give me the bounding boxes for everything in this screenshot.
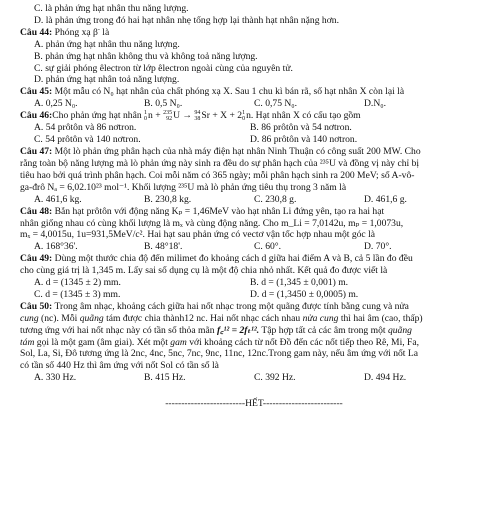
isotope-neutron [242, 110, 245, 122]
term-quang: quãng [79, 312, 104, 324]
option-b: B. d = (1,345 ± 0,001) m. [250, 277, 349, 289]
option-a: A. 54 prôtôn và 86 nơtron. [34, 122, 137, 134]
options-row [20, 277, 480, 289]
atomic-number: 0 [242, 116, 246, 123]
question-text-line: nhân giống nhau có cùng khối lượng là mₓ và cùng động năng. Cho m_Li = 7,0142u, mₚ = 1,0073u, [20, 217, 404, 229]
option-b: B. 48°18'. [144, 241, 183, 253]
option-c: C. là phản ứng hạt nhân thu năng lượng. [34, 3, 189, 14]
option-d: D. là phản ứng trong đó hai hạt nhân nhẹ tổng hợp lại thành hạt nhân nặng hơn. [34, 14, 339, 26]
option-c: C. 392 Hz. [254, 372, 296, 384]
option-d: D. 86 prôtôn và 140 nơtron. [250, 134, 358, 146]
option-c: C. 230,8 g. [254, 193, 297, 205]
term-cung: cung [20, 312, 39, 324]
option-b: B. 0,5 N₀. [144, 98, 183, 110]
question-text: Dùng một thước chia độ đến milimet đo khoảng cách d giữa hai điểm A và B, cả 5 lần đo đều [52, 253, 413, 265]
option-d: D. phản ứng hạt nhân toả năng lượng. [34, 74, 180, 86]
option-c: C. sự giải phóng êlectron từ lớp êlectron ngoài cùng của nguyên tử. [34, 62, 293, 74]
question-text-line: ga-đrô Nₐ = 6,02.10²³ mol⁻¹. Khối lượng ²³⁵U mà lò phản ứng tiêu thụ trong 3 năm là [20, 181, 347, 193]
question-47 [20, 146, 480, 158]
options-row [20, 372, 480, 384]
question-text: Bắn hạt prôtôn với động năng Kₚ = 1,46MeV vào hạt nhân Li đứng yên, tạo ra hai hạt [52, 205, 385, 217]
options-row [20, 134, 480, 146]
text-part: gọi là một gam (âm giai). Xét một [34, 336, 171, 348]
question-label: Câu 44: [20, 26, 53, 38]
question-text-line [20, 325, 480, 337]
mass-number: 1 [144, 110, 148, 117]
option-a: A. d = (1345 ± 2) mm. [34, 277, 121, 289]
reaction-part: n. Hạt nhân X có cấu tạo gồm [246, 110, 361, 122]
option-c: C. 54 prôtôn và 140 nơtron. [34, 134, 141, 146]
atomic-number: 38 [194, 116, 201, 123]
text-part: (nc). Mỗi [38, 312, 80, 324]
question-text-line: tiêu hao bởi quá trình phân hạch. Coi mỗi năm có 365 ngày; mỗi phân hạch sinh ra 200 MeV; số A-vô- [20, 169, 415, 181]
frequency-equation: f꜀¹² = 2fₜ¹². [216, 324, 260, 336]
options-row [20, 194, 480, 206]
term-nua-cung: nửa cung [302, 312, 339, 324]
option-c: C. d = (1345 ± 3) mm. [34, 288, 121, 300]
term-quang: quãng [387, 324, 412, 336]
term-tam: tám [20, 336, 35, 348]
question-text: Một lò phản ứng phân hạch của nhà máy điện hạt nhân Ninh Thuận có công suất 200 MW. Cho [52, 146, 421, 158]
option-a: A. 461,6 kg. [34, 193, 82, 205]
question-text-line: rằng toàn bộ năng lượng mà lò phản ứng này sinh ra đều do sự phân hạch của ²³⁵U và đồng vị này chỉ bị [20, 157, 420, 169]
question-label: Câu 47: [20, 146, 53, 158]
question-text-line [20, 313, 480, 325]
beta-sign: - [97, 26, 100, 33]
option-d: D. d = (1,3450 ± 0,0005) m. [250, 288, 359, 300]
options-row [20, 241, 480, 253]
term-gam: gam [170, 336, 187, 348]
option-a: A. 0,25 N₀. [34, 98, 78, 110]
question-49 [20, 253, 480, 265]
option-d: D.N₀. [364, 98, 386, 110]
option-c: C. 60°. [254, 241, 282, 253]
question-text: Phóng xạ β [52, 26, 98, 38]
text-part: tương ứng với hai nốt nhạc này có tần số thỏa mãn [20, 324, 217, 336]
option-d: D. 461,6 g. [364, 193, 407, 205]
options-row [20, 98, 480, 110]
question-text: Cho phản ứng hạt nhân [52, 110, 145, 122]
isotope-neutron [144, 110, 147, 122]
mass-number: 1 [242, 110, 246, 117]
option-b: B. phản ứng hạt nhân không thu và không toả năng lượng. [34, 50, 258, 62]
reaction-part: U → [173, 110, 195, 122]
question-text-line: cho cùng giá trị là 1,345 m. Lấy sai số dụng cụ là một độ chia nhỏ nhất. Kết quả đo được viết là [20, 265, 388, 277]
question-text: Một mẫu có N₀ hạt nhân của chất phóng xạ X. Sau 1 chu kì bán rã, số hạt nhân X còn lại là [52, 86, 405, 98]
options-row [20, 289, 480, 301]
option-d: D. 494 Hz. [364, 372, 407, 384]
question-text-tail: là [99, 26, 110, 38]
question-text-line [20, 337, 480, 349]
atomic-number: 92 [166, 116, 173, 123]
option-a: A. phản ứng hạt nhân thu năng lượng. [34, 38, 180, 50]
atomic-number: 0 [144, 116, 148, 123]
mass-number: 94 [194, 110, 201, 117]
isotope-strontium [194, 110, 200, 122]
isotope-uranium [163, 110, 172, 122]
question-44 [20, 27, 480, 39]
question-45 [20, 86, 480, 98]
option-a: A. 168°36'. [34, 241, 78, 253]
option-b: B. 415 Hz. [144, 372, 186, 384]
question-label: Câu 49: [20, 253, 53, 265]
text-part: thì hai âm (cao, thấp) [338, 312, 423, 324]
question-label: Câu 46: [20, 110, 53, 122]
text-part: tám được chia thành12 nc. Hai nốt nhạc cách nhau [103, 312, 303, 324]
question-text: Trong âm nhạc, khoảng cách giữa hai nốt nhạc trong một quãng được tính bằng cung và nửa [52, 300, 409, 312]
reaction-part: n + [148, 110, 164, 122]
option-c: C. 0,75 N₀. [254, 98, 298, 110]
question-50 [20, 301, 480, 313]
option-b: B. 86 prôtôn và 54 nơtron. [250, 122, 352, 134]
text-part: Tập hợp tất cả các âm trong một [259, 324, 388, 336]
option-d: D. 70°. [364, 241, 392, 253]
question-label: Câu 45: [20, 86, 53, 98]
question-label: Câu 48: [20, 205, 53, 217]
mass-number: 235 [163, 110, 173, 117]
option-a: A. 330 Hz. [34, 372, 77, 384]
end-marker: -------------------------HẾT------------------------- [165, 398, 343, 410]
question-48 [20, 206, 480, 218]
reaction-part: Sr + X + 2 [201, 110, 243, 122]
option-b: B. 230,8 kg. [144, 193, 192, 205]
options-row [20, 122, 480, 134]
question-text-line: mₓ = 4,0015u, 1u=931,5MeV/c². Hai hạt sau phản ứng có vectơ vận tốc hợp nhau một góc là [20, 229, 376, 241]
question-text-line: có tần số 440 Hz thì âm ứng với nốt Sol có tần số là [20, 360, 219, 372]
question-text-line: Sol, La, Si, Đô tương ứng là 2nc, 4nc, 5nc, 7nc, 9nc, 11nc, 12nc.Trong gam này, nếu âm ứng với nốt La [20, 348, 418, 360]
text-part: với khoảng cách từ nốt Đồ đến các nốt tiếp theo Rê, Mi, Fa, [186, 336, 420, 348]
question-label: Câu 50: [20, 300, 53, 312]
question-46 [20, 110, 480, 122]
